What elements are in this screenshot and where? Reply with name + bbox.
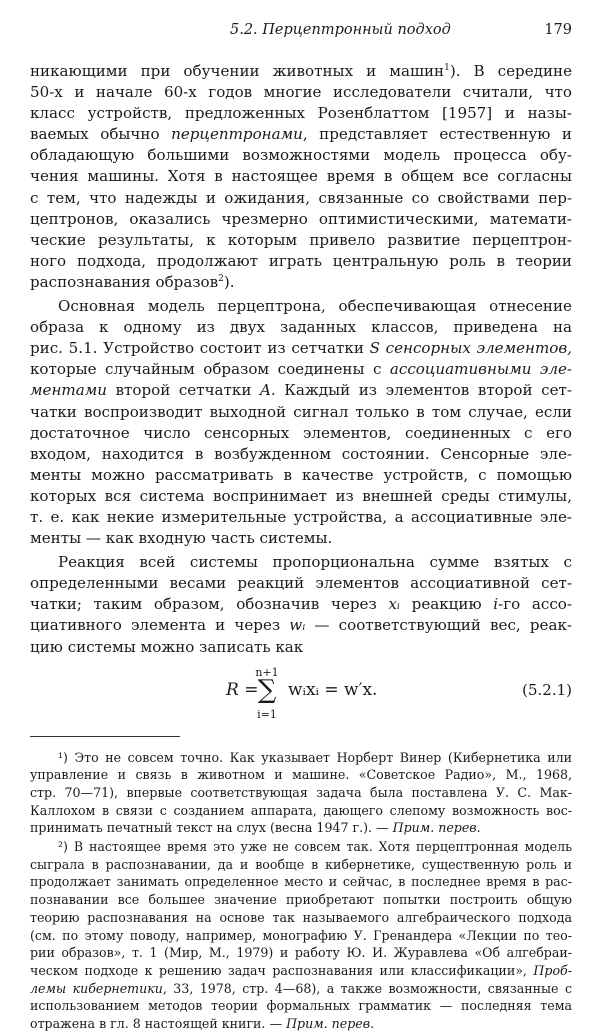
equation-5-2-1 <box>30 662 572 732</box>
text-line: никающими при обучении животных и машин$^1$). В середине <box>30 62 572 80</box>
footnote-line: познавании все большее значение приобретают попытки построить общую <box>30 892 572 908</box>
sigma-symbol: ∑ <box>257 674 277 705</box>
text-line: менты можно рассматривать в качестве устройств, с помощью <box>30 465 572 484</box>
footnote-line: принимать печатный текст на слух (весна 1947 г.). — Прим. перев. <box>30 820 481 836</box>
text-line: которые случайным образом соединены с ассоциативными эле- <box>30 360 572 379</box>
text-line: достаточное число сенсорных элементов, соединенных с его <box>30 423 572 442</box>
footnote-line: Каллохом в связи с созданием аппарата, дающего слепому возможность вос- <box>30 802 572 818</box>
running-title: 5.2. Перцептронный подход <box>230 22 451 38</box>
text-line: класс устройств, предложенных Розенблаттом [1957] и назы- <box>30 104 572 123</box>
text-line: чатки воспроизводит выходной сигнал только в том случае, если <box>30 402 572 421</box>
text-line: менты — как входную часть системы. <box>30 529 333 548</box>
footnote-line: (см. по этому поводу, например, монографию У. Гренандера «Лекции по тео- <box>30 927 572 943</box>
footnote-line: лемы кибернетики, 33, 1978, стр. 4—68), а также возможности, связанные с <box>30 980 572 996</box>
footnote-line: использованием методов теории формальных грамматик — последняя тема <box>30 998 572 1014</box>
text-line: распознавания образов$^2$). <box>30 272 235 291</box>
text-line: Основная модель перцептрона, обеспечивающая отнесение <box>58 297 572 316</box>
equation-number: (5.2.1) <box>522 680 572 699</box>
text-line: ваемых обычно перцептронами, представляет естественную и <box>30 125 572 144</box>
footnote-line: рии образов», т. 1 (Мир, М., 1979) и работу Ю. И. Журавлева «Об алгебраи- <box>30 945 572 961</box>
text-line: которых вся система воспринимает из внешней среды стимулы, <box>30 486 572 505</box>
text-line: рис. 5.1. Устройство состоит из сетчатки S сенсорных элементов, <box>30 339 572 358</box>
paragraph-3 <box>30 552 572 657</box>
footnote-2 <box>30 838 572 1033</box>
footnote-line: продолжает занимать определенное место и сейчас, в последнее время в рас- <box>30 874 572 890</box>
term-perceptrons: перцептронами <box>171 125 303 144</box>
text-line: обладающую большими возможностями модель процесса обу- <box>30 146 572 165</box>
footnote-1 <box>30 749 572 837</box>
footnote-line: ²) В настоящее время это уже не совсем так. Хотя перцептронная модель <box>58 839 572 855</box>
equation-rhs: wᵢxᵢ = w′x. <box>288 679 378 700</box>
text-line: с тем, что надежды и ожидания, связанные со свойствами пер- <box>30 188 572 207</box>
text-line: 50-х и начале 60-х годов многие исследователи считали, что <box>30 83 572 102</box>
text-line: определенными весами реакций элементов ассоциативной сет- <box>30 574 572 593</box>
footnote-line: отражена в гл. 8 настоящей книги. — Прим. перев. <box>30 1015 375 1031</box>
translator-note: Прим. перев. <box>286 1015 375 1031</box>
footnote-line: ¹) Это не совсем точно. Как указывает Норберт Винер (Кибернетика или <box>58 749 572 765</box>
equation-lhs: R = <box>226 679 259 700</box>
text-line: циативного элемента и через wᵢ — соответствующий вес, реак- <box>30 616 572 635</box>
paragraph-2 <box>30 296 572 549</box>
footnotes <box>30 749 572 1033</box>
page-number: 179 <box>544 22 572 38</box>
text-line: цию системы можно записать как <box>30 637 304 656</box>
text-line: ного подхода, продолжают играть центральную роль в теории <box>30 251 572 270</box>
page-header <box>30 22 572 44</box>
footnote-line: ческом подходе к решению задач распознавания или классификации», Проб- <box>30 962 572 978</box>
text-line: Реакция всей системы пропорциональна сумме взятых с <box>58 553 572 572</box>
footnote-rule <box>30 736 180 737</box>
book-page <box>30 22 572 1033</box>
footnote-line: управление и связь в животном и машине. «Советское Радио», М., 1968, <box>30 767 572 783</box>
footnote-line: сыграла в распознавании, да и вообще в кибернетике, существенную роль и <box>30 856 572 872</box>
sum-upper-limit: n+1 <box>255 665 279 679</box>
paragraph-1 <box>30 61 572 293</box>
term-sensory-elements: S сенсорных элементов, <box>369 339 572 358</box>
retina-a: A <box>259 381 271 400</box>
translator-note: Прим. перев. <box>392 820 481 836</box>
sum-lower-limit: i=1 <box>257 707 277 721</box>
text-line: чатки; таким образом, обозначив через xᵢ реакцию i-го ассо- <box>30 595 572 614</box>
text-line: т. е. как некие измерительные устройства, а ассоциативные эле- <box>30 507 572 526</box>
text-line: чения машины. Хотя в настоящее время в общем все согласны <box>30 167 572 186</box>
text-line: ментами второй сетчатки A. Каждый из элементов второй сет- <box>30 381 572 400</box>
text-line: ческие результаты, к которым привело развитие перцептрон- <box>30 230 572 249</box>
footnote-line: теорию распознавания на основе так называемого алгебраического подхода <box>30 909 572 925</box>
summation <box>252 662 282 721</box>
term-associative-elements: ассоциативными эле- <box>389 360 572 379</box>
text-line: входом, находится в возбужденном состоянии. Сенсорные эле- <box>30 444 572 463</box>
text-line: цептронов, оказались чрезмерно оптимистическими, математи- <box>30 209 572 228</box>
main-text <box>30 61 572 732</box>
footnote-line: стр. 70—71), впервые соответствующая задача была поставлена У. С. Мак- <box>30 785 572 800</box>
text-line: образа к одному из двух заданных классов, приведена на <box>30 318 572 337</box>
